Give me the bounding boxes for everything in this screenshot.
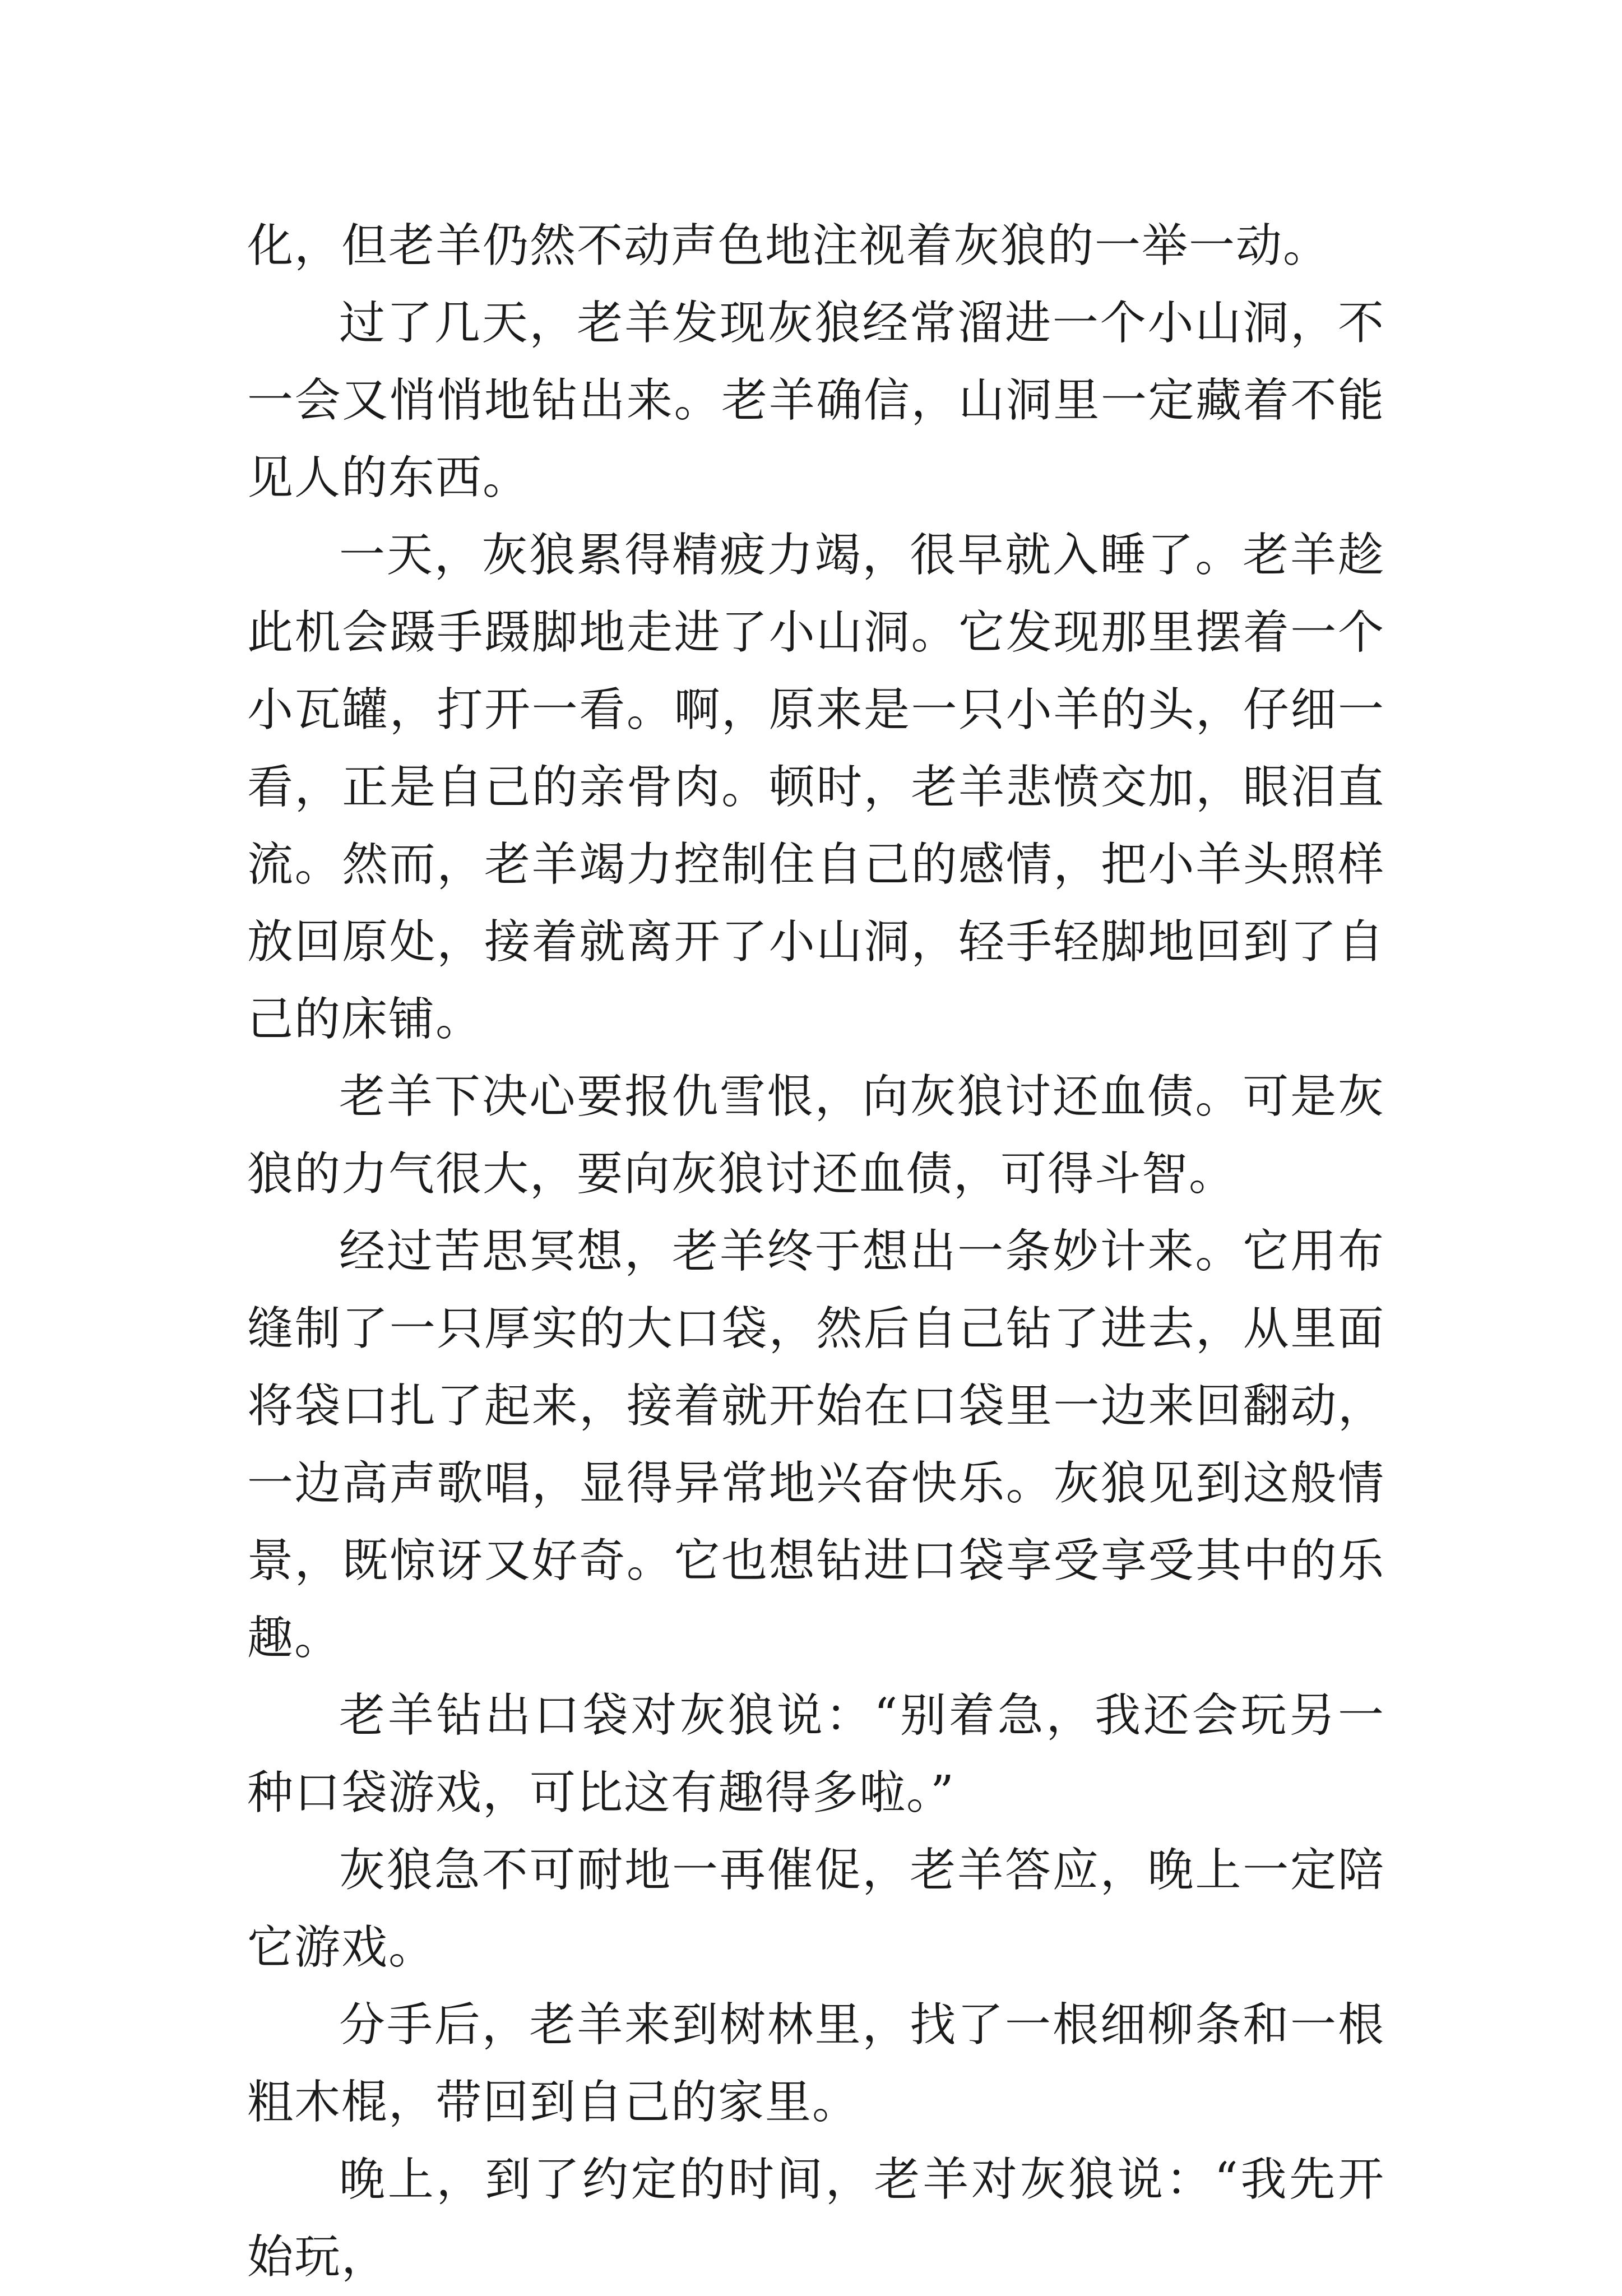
paragraph: 一天，灰狼累得精疲力竭，很早就入睡了。老羊趁此机会蹑手蹑脚地走进了小山洞。它发现那里摆着一个小瓦罐，打开一看。啊，原来是一只小羊的头，仔细一看，正是自己的亲骨肉。顿时，老羊悲愤交加，眼泪直流。然而，老羊竭力控制住自己的感情，把小羊头照样放回原处，接着就离开了小山洞，轻手轻脚地回到了自己的床铺。 xyxy=(247,529,1385,1046)
paragraph-continued: 化，但老羊仍然不动声色地注视着灰狼的一举一动。 xyxy=(247,219,1331,272)
paragraph: 分手后，老羊来到树林里，找了一根细柳条和一根粗木棍，带回到自己的家里。 xyxy=(247,1998,1385,2129)
paragraph: 老羊下决心要报仇雪恨，向灰狼讨还血债。可是灰狼的力气很大，要向灰狼讨还血债，可得斗智。 xyxy=(247,1070,1385,1201)
paragraph: 老羊钻出口袋对灰狼说：“别着急，我还会玩另一种口袋游戏，可比这有趣得多啦。” xyxy=(247,1689,1385,1820)
paragraph: 经过苦思冥想，老羊终于想出一条妙计来。它用布缝制了一只厚实的大口袋，然后自己钻了进去，从里面将袋口扎了起来，接着就开始在口袋里一边来回翻动，一边高声歌唱，显得异常地兴奋快乐。灰狼见到这般情景，既惊讶又好奇。它也想钻进口袋享受享受其中的乐趣。 xyxy=(247,1225,1385,1665)
paragraph: 灰狼急不可耐地一再催促，老羊答应，晚上一定陪它游戏。 xyxy=(247,1844,1385,1974)
paragraph: 过了几天，老羊发现灰狼经常溜进一个小山洞，不一会又悄悄地钻出来。老羊确信，山洞里一定藏着不能见人的东西。 xyxy=(247,297,1385,504)
paragraph: 晚上，到了约定的时间，老羊对灰狼说：“我先开始玩， xyxy=(247,2153,1385,2284)
document-body xyxy=(247,207,1385,2296)
